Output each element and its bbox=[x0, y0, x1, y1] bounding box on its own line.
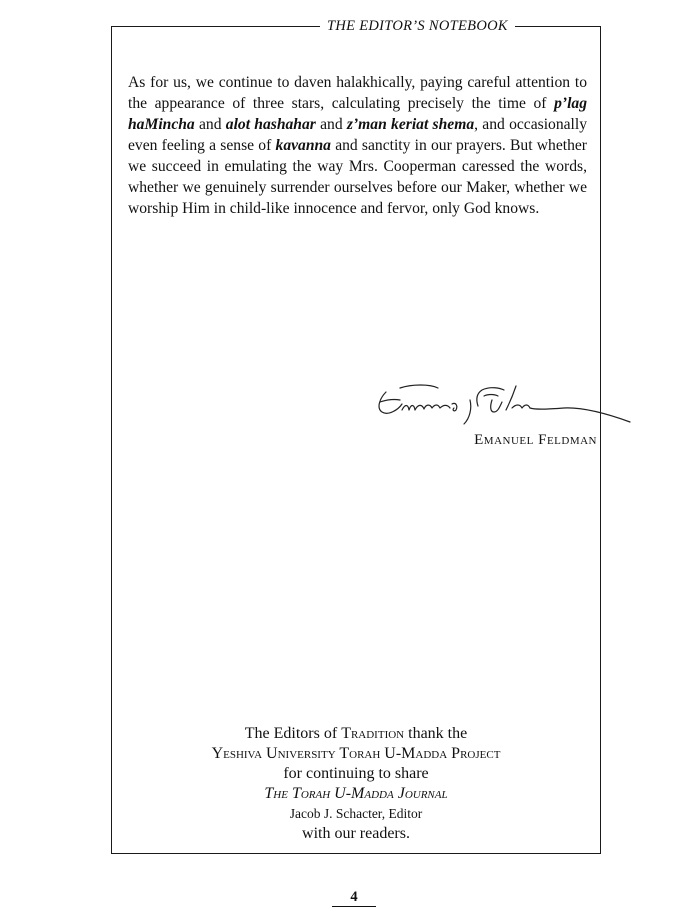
body-text-segment: and bbox=[315, 116, 347, 133]
body-text-segment: , and occasionally even feeling a sense of bbox=[128, 116, 588, 154]
term-plag-hamincha: p’lag haMincha bbox=[128, 95, 587, 133]
body-text-segment: and bbox=[194, 116, 226, 133]
handwritten-signature bbox=[372, 374, 634, 439]
term-kavanna: kavanna bbox=[275, 137, 331, 154]
ack-line-1 bbox=[111, 724, 601, 744]
term-alot-hashahar: alot hashahar bbox=[225, 116, 316, 133]
journal-name: Tradition bbox=[341, 725, 405, 742]
ack-line-3: for continuing to share bbox=[283, 765, 429, 782]
running-header: THE EDITOR’S NOTEBOOK bbox=[320, 17, 515, 35]
term-zman-keriat-shema: z’man keriat shema bbox=[346, 116, 475, 133]
body-paragraph bbox=[128, 72, 587, 219]
ack-line-5: Jacob J. Schacter, Editor bbox=[289, 806, 423, 821]
ack-line-1-prefix: The Editors of bbox=[244, 725, 342, 742]
ack-line-1-suffix: thank the bbox=[404, 725, 468, 742]
ack-line-4: The Torah U-Madda Journal bbox=[264, 785, 448, 802]
body-text-segment: and sanctity in our prayers. But whether we succeed in emulating the way Mrs. Cooperman caressed the words, whether we genuinely surrender ourselves before our Maker, whether we worship Him in child-like innocence and fervor, only God knows. bbox=[128, 137, 587, 217]
acknowledgement-block bbox=[111, 724, 601, 844]
ack-line-2: Yeshiva University Torah U-Madda Project bbox=[211, 745, 501, 762]
body-text-segment: As for us, we continue to daven halakhically, paying careful attention to the appearance of three stars, calculating precisely the time of bbox=[128, 74, 587, 112]
page-number: 4 bbox=[332, 888, 376, 907]
signer-name: Emanuel Feldman bbox=[474, 432, 597, 448]
ack-line-6: with our readers. bbox=[302, 825, 410, 842]
